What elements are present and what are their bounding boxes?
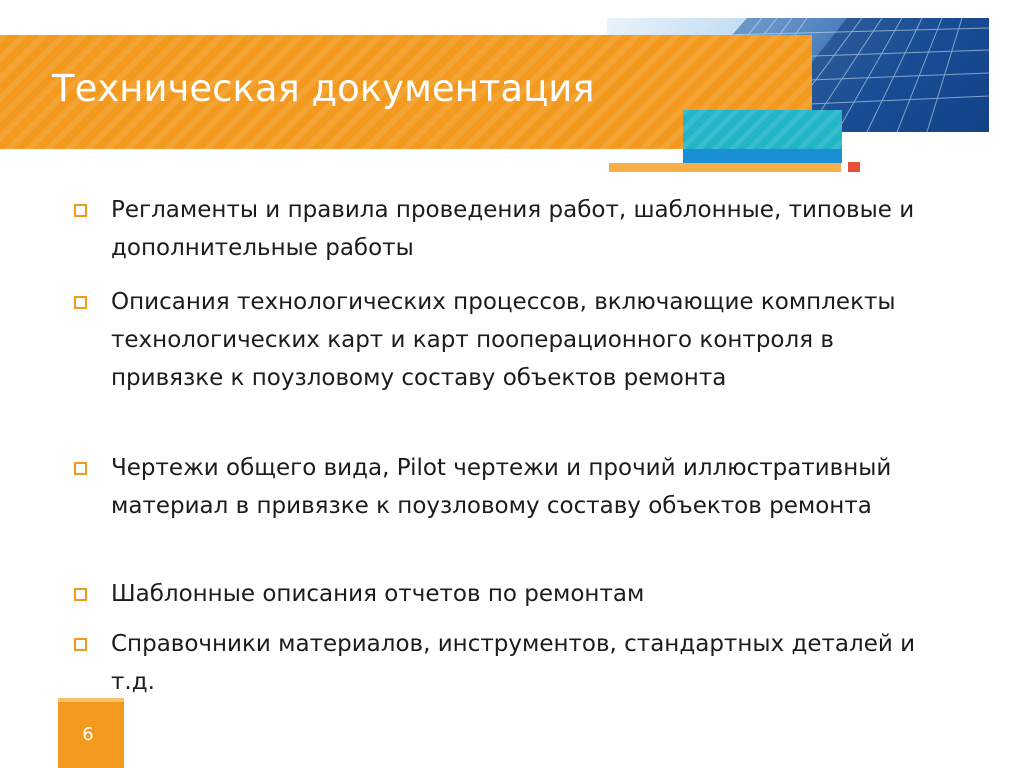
bullet-text: Регламенты и правила проведения работ, шаблонные, типовые и дополнительные работы [111, 197, 915, 261]
square-bullet-icon [74, 296, 87, 309]
square-bullet-icon [74, 638, 87, 651]
bullet-text: Шаблонные описания отчетов по ремонтам [111, 581, 645, 607]
square-bullet-icon [74, 588, 87, 601]
square-bullet-icon [74, 462, 87, 475]
bullet-text: Описания технологических процессов, включающие комплекты технологических карт и карт пооперационного контроля в привязке к поузловому составу объектов ремонта [111, 289, 896, 391]
square-bullet-icon [74, 204, 87, 217]
bullet-text: Чертежи общего вида, Pilot чертежи и прочий иллюстративный материал в привязке к поузловому составу объектов ремонта [111, 455, 892, 519]
page-number: 6 [82, 724, 94, 745]
slide-title: Техническая документация [52, 67, 595, 110]
page-number-tab [58, 702, 124, 768]
bullet-text: Справочники материалов, инструментов, стандартных деталей и т.д. [111, 631, 916, 695]
